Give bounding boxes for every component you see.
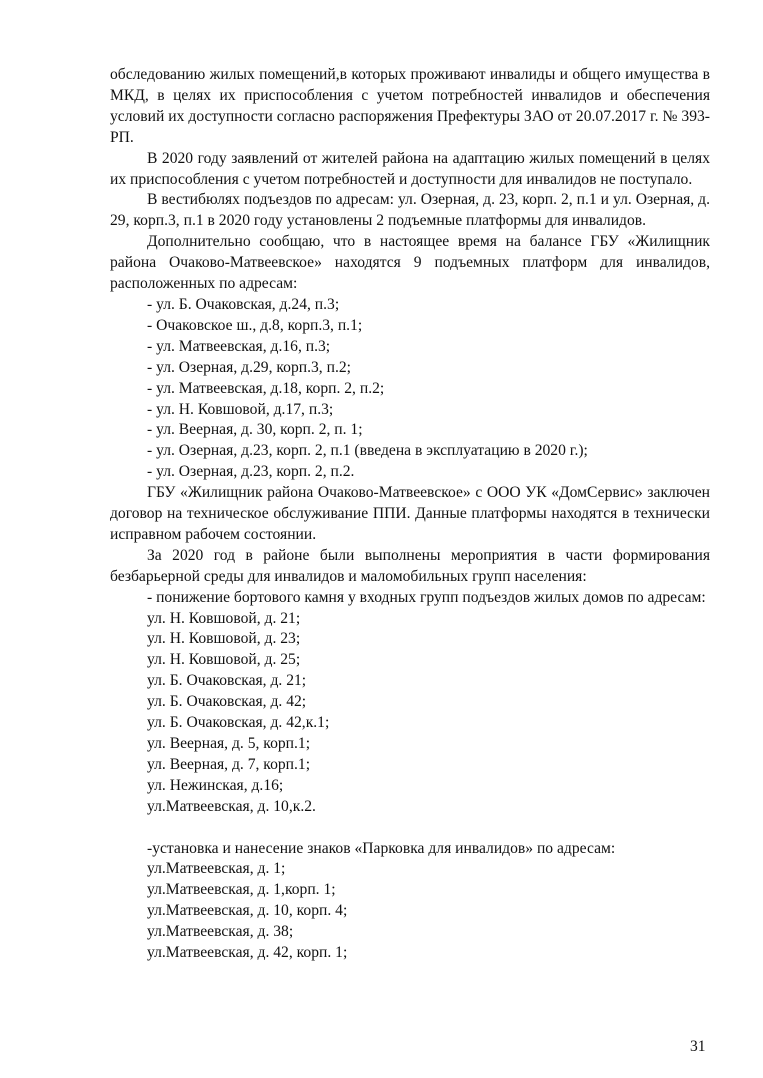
list-item: ул.Матвеевская, д. 42, корп. 1; [147,944,348,962]
list-item: - ул. Матвеевская, д.18, корп. 2, п.2; [147,379,385,397]
document-body [110,65,710,964]
list-item: ул. Нежинская, д.16; [147,776,284,794]
list-item: ул. Н. Ковшовой, д. 25; [147,651,301,669]
list-item: ул. Веерная, д. 5, корп.1; [147,735,311,752]
applications-paragraph: В 2020 году заявлений от жителей района на адаптацию жилых помещений в целях их приспособления с учетом потребностей и доступности для инвалидов не поступало. [110,149,710,188]
list-item: - Очаковское ш., д.8, корп.3, п.1; [147,316,363,334]
measures-paragraph: За 2020 год в районе были выполнены мероприятия в части формирования безбарьерной среды для инвалидов и маломобильных групп населения: [110,546,710,585]
list-item: - ул. Озерная, д.23, корп. 2, п.1 (введена в эксплуатацию в 2020 г.); [147,442,588,460]
list-item: - ул. Озерная, д.29, корп.3, п.2; [147,358,351,376]
list-item: ул.Матвеевская, д. 38; [147,923,294,941]
list-item: - ул. Веерная, д. 30, корп. 2, п. 1; [147,421,363,439]
balance-paragraph: Дополнительно сообщаю, что в настоящее время на балансе ГБУ «Жилищник района Очаково-Матвеевское» находятся 9 подъемных платформ для инвалидов, расположенных по адресам: [110,233,710,293]
list-item: - ул. Озерная, д.23, корп. 2, п.2. [147,463,355,481]
list-item: - ул. Б. Очаковская, д.24, п.3; [147,295,340,313]
list-item: ул.Матвеевская, д. 1,корп. 1; [147,881,336,899]
curb-address-list [110,609,710,818]
curb-paragraph: - понижение бортового камня у входных групп подъездов жилых домов по адресам: [147,588,706,606]
list-item: ул.Матвеевская, д. 10, корп. 4; [147,902,348,920]
list-item: ул.Матвеевская, д. 10,к.2. [147,797,316,815]
page-number: 31 [690,1038,706,1055]
list-item: ул. Н. Ковшовой, д. 23; [147,630,301,648]
spacer [110,818,710,839]
list-item: ул. Б. Очаковская, д. 42; [147,693,307,711]
list-item: ул.Матвеевская, д. 1; [147,860,286,878]
contract-paragraph: ГБУ «Жилищник района Очаково-Матвеевское» с ООО УК «ДомСервис» заключен договор на техническое обслуживание ППИ. Данные платформы находятся в технически исправном рабочем состоянии. [110,484,710,543]
list-item: ул. Н. Ковшовой, д. 21; [147,609,301,627]
list-item: - ул. Матвеевская, д.16, п.3; [147,337,331,355]
platforms-installed-paragraph: В вестибюлях подъездов по адресам: ул. Озерная, д. 23, корп. 2, п.1 и ул. Озерная, д. 29, корп.3, п.1 в 2020 году установлены 2 подъемные платформы для инвалидов. [110,191,710,230]
list-item: - ул. Н. Ковшовой, д.17, п.3; [147,400,334,418]
list-item: ул. Б. Очаковская, д. 21; [147,672,307,690]
parking-address-list [110,859,710,964]
list-item: ул. Веерная, д. 7, корп.1; [147,755,311,773]
list-item: ул. Б. Очаковская, д. 42,к.1; [147,714,330,732]
parking-paragraph: -установка и нанесение знаков «Парковка для инвалидов» по адресам: [147,839,616,857]
intro-paragraph: обследованию жилых помещений,в которых проживают инвалиды и общего имущества в МКД, в целях их приспособления с учетом потребностей инвалидов и обеспечения условий их доступности согласно распоряжения Префектуры ЗАО от 20.07.2017 г. № 393-РП. [110,66,710,146]
platform-address-list [110,295,710,483]
